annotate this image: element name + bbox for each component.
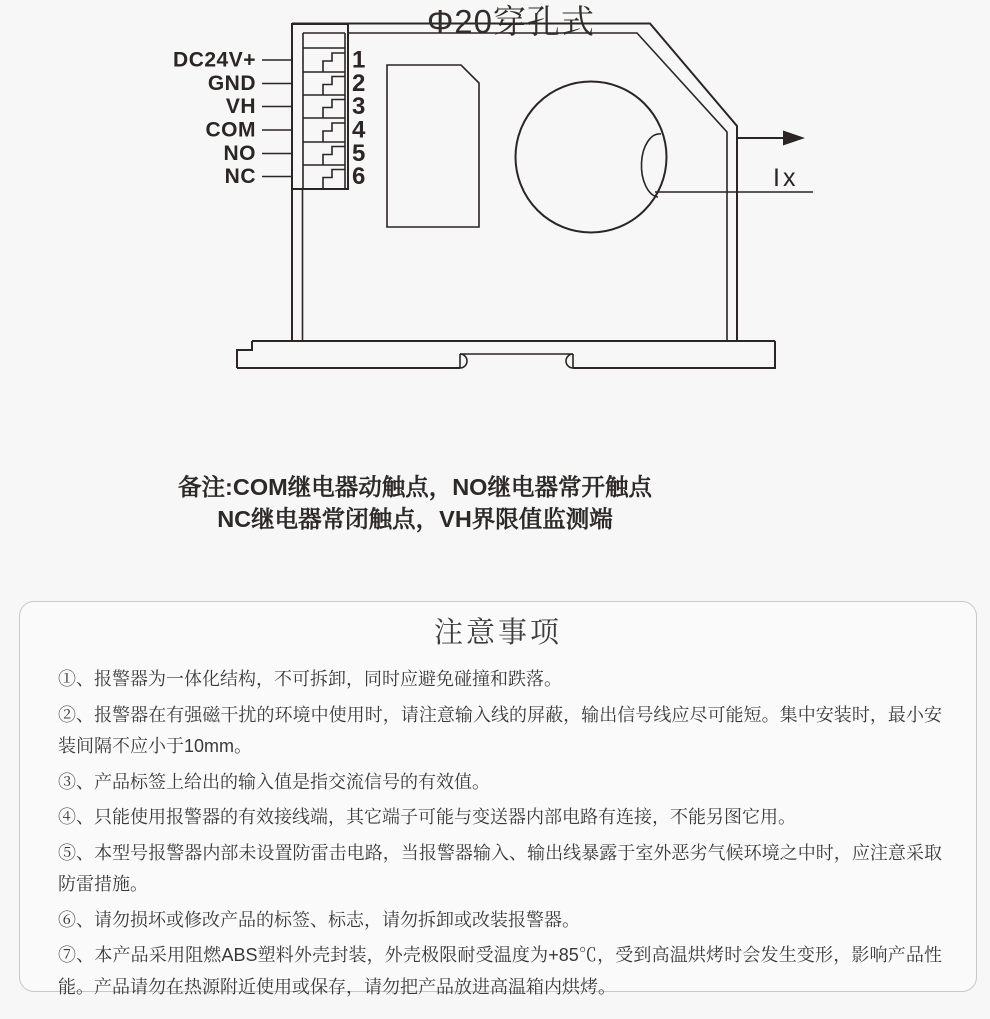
notice-item [58,700,942,763]
terminal-label: NO [223,142,256,165]
notice-item-text: 本型号报警器内部未设置防雷击电路，当报警器输入、输出线暴露于室外恶劣气候环境之中时，应注意采取防雷措施。 [58,842,943,894]
notice-item-text: 请勿损坏或修改产品的标签、标志，请勿拆卸或改装报警器。 [94,909,580,930]
terminal-block [292,24,348,189]
current-arrowhead-icon [783,131,805,146]
notice-item [58,940,942,1003]
notice-item [58,905,942,937]
notice-item [58,838,942,901]
product-label-area [387,65,479,227]
notice-item [58,664,942,696]
terminal-clamp-icon [323,53,345,72]
notice-list [58,664,942,1003]
notice-item-bullet: ⑤、 [58,842,95,863]
remark-block [0,471,990,535]
terminal-label: NC [224,165,256,188]
device-line-drawing [0,0,990,392]
remark-line-2: NC继电器常闭触点，VH界限值监测端 [217,506,613,532]
terminal-row [206,117,367,144]
notice-item-bullet: ①、 [58,669,94,689]
notice-item-bullet: ③、 [58,771,94,792]
notice-item-bullet: ②、 [58,704,95,725]
terminal-pin: 1 [352,46,366,74]
notice-item-text: 报警器在有强磁干扰的环境中使用时，请注意输入线的屏蔽，输出信号线应尽可能短。集中安装时，最小安装间隔不应小于10mm。 [58,704,943,756]
terminal-row [173,47,365,74]
current-label: Ix [773,164,799,192]
through-hole [516,82,667,233]
notice-item-text: 产品标签上给出的输入值是指交流信号的有效值。 [94,771,490,792]
primary-conductor [655,131,813,193]
terminal-clamp-icon [323,123,345,142]
remark-line-1: 备注:COM继电器动触点，NO继电器常开触点 [178,474,652,500]
din-rail-base [237,341,775,368]
notice-title: 注意事项 [433,617,562,649]
terminal-pin: 5 [352,140,366,167]
notice-item-bullet: ④、 [58,807,94,827]
terminal-label: COM [205,118,256,142]
notice-item-text: 只能使用报警器的有效接线端，其它端子可能与变送器内部电路有连接，不能另图它用。 [94,807,796,827]
notice-item-text: 本产品采用阻燃ABS塑料外壳封装，外壳极限耐受温度为+85℃，受到高温烘烤时会发生变形，影响产品性能。产品请勿在热源附近使用或保存，请勿把产品放进高温箱内烘烤。 [58,945,943,997]
terminal-clamp-icon [323,170,345,189]
terminal-pin: 2 [352,70,366,97]
notice-item [58,802,942,834]
diagram-caption: Φ20穿孔式 [426,3,596,40]
terminal-row [224,140,366,167]
notice-box [19,601,977,997]
terminal-label: VH [225,95,256,118]
terminal-clamp-icon [323,147,345,166]
terminal-row [208,70,366,97]
terminal-label: GND [207,72,256,95]
terminal-label: DC24V+ [173,48,256,72]
notice-item-bullet: ⑥、 [58,909,94,930]
terminal-pin: 6 [352,163,366,190]
terminal-pin: 4 [352,116,366,144]
terminal-clamp-icon [323,77,345,96]
notice-item-text: 报警器为一体化结构，不可拆卸，同时应避免碰撞和跌落。 [94,669,562,689]
terminal-clamp-icon [323,100,345,119]
notice-item-bullet: ⑦、 [58,945,95,965]
terminal-pin: 3 [352,93,366,120]
notice-item [58,767,942,799]
